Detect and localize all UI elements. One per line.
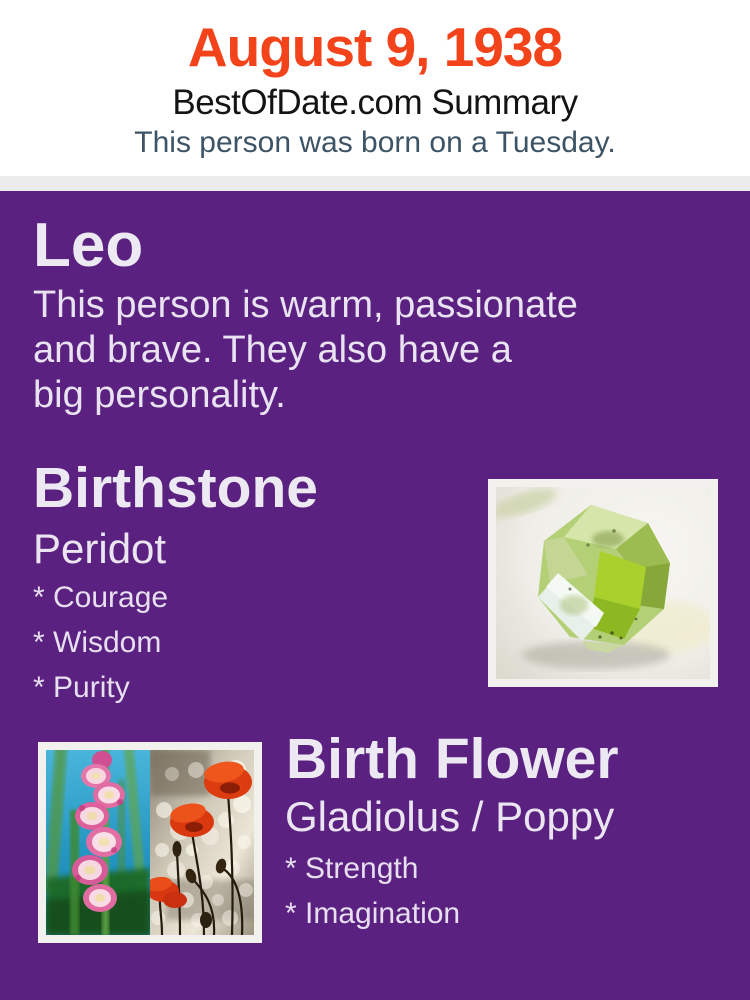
- birth-flower-heading: Birth Flower: [286, 727, 619, 791]
- gladiolus-panel: [46, 750, 150, 935]
- birth-flower-illustration: [46, 750, 254, 935]
- poppy-panel: [145, 750, 254, 935]
- zodiac-description: [33, 283, 578, 417]
- birthstone-trait: * Courage: [33, 581, 169, 614]
- header-divider: [0, 176, 750, 191]
- main-purple-section: [0, 191, 750, 1000]
- zodiac-description-line: This person is warm, passionate: [33, 284, 578, 326]
- birth-flower-name: Gladiolus / Poppy: [285, 793, 615, 840]
- birthstone-name: Peridot: [33, 525, 167, 572]
- born-on-weekday-text: This person was born on a Tuesday.: [134, 126, 616, 159]
- birthstone-trait: * Wisdom: [33, 626, 162, 659]
- birthstone-trait: * Purity: [33, 671, 130, 704]
- zodiac-sign-heading: Leo: [33, 211, 144, 280]
- birthstone-heading: Birthstone: [33, 456, 318, 520]
- site-summary-subtitle: BestOfDate.com Summary: [172, 83, 578, 122]
- zodiac-description-line: big personality.: [33, 373, 286, 416]
- page-title-date: August 9, 1938: [187, 16, 563, 78]
- gladiolus-and-poppy-photo: [38, 742, 262, 943]
- zodiac-description-line: and brave. They also have a: [33, 328, 512, 371]
- birth-flower-trait: * Strength: [285, 852, 419, 885]
- peridot-gem-illustration: [496, 487, 710, 679]
- birth-flower-trait: * Imagination: [285, 897, 461, 930]
- peridot-gemstone-photo: [488, 479, 718, 687]
- header: [0, 0, 750, 176]
